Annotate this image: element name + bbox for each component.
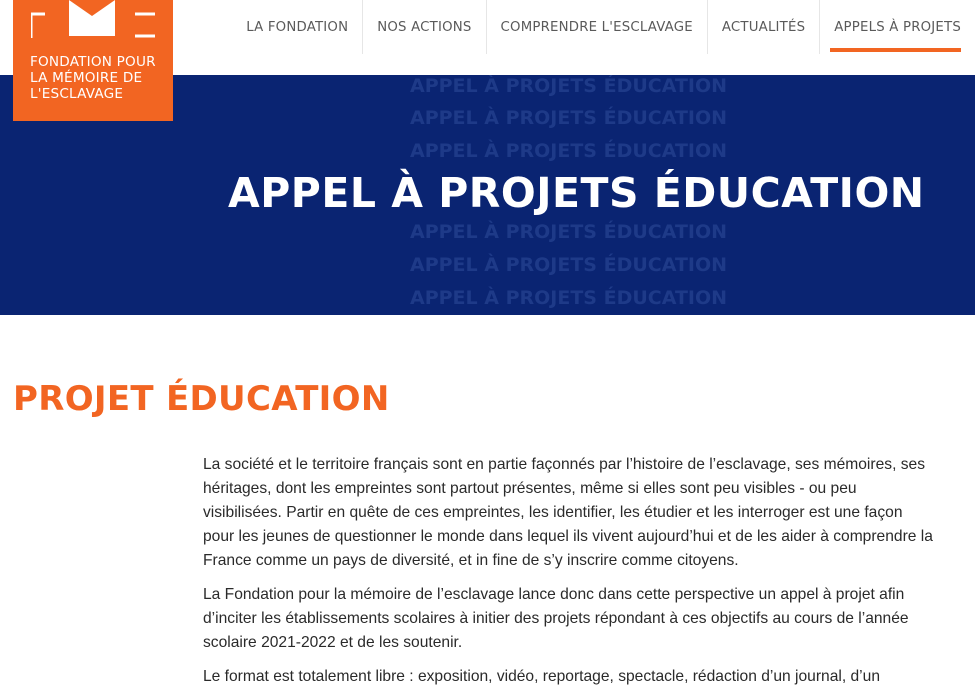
nav-item-la-fondation[interactable]	[232, 0, 362, 54]
nav-item-label: COMPRENDRE L'ESCLAVAGE	[500, 19, 693, 35]
hero-echo-text: APPEL À PROJETS ÉDUCATION	[410, 107, 728, 129]
body-paragraph: Le format est totalement libre : exposition, vidéo, reportage, spectacle, rédaction d’un journal, d’un	[203, 668, 880, 685]
hero-echo-text: APPEL À PROJETS ÉDUCATION	[410, 140, 728, 162]
nav-item-appels-a-projets[interactable]	[819, 0, 975, 54]
hero-echo-text: APPEL À PROJETS ÉDUCATION	[410, 287, 728, 309]
section-title: PROJET ÉDUCATION	[13, 379, 390, 419]
logo-mark-icon	[31, 0, 155, 40]
hero-echo-text: APPEL À PROJETS ÉDUCATION	[410, 75, 728, 97]
main-nav	[232, 0, 975, 54]
site-logo[interactable]	[13, 0, 173, 121]
nav-item-label: LA FONDATION	[246, 19, 349, 35]
body-paragraph: La société et le territoire français sont en partie façonnés par l’histoire de l’esclavage, ses mémoires, ses héritages, dont les empreintes sont partout présentes, même si elles sont peu visibles - ou peu visibilisées. Partir en quête de ces empreintes, les identifier, les étudier et les interroger est une façon pour les jeunes de questionner le monde dans lequel ils vivent aujourd’hui et de les aider à comprendre la France comme un pays de diversité, et in fine de s’y inscrire comme citoyens.	[203, 456, 933, 569]
active-nav-indicator	[830, 48, 961, 52]
logo-line: FONDATION POUR	[30, 54, 156, 70]
logo-text	[30, 54, 170, 102]
hero-echo-text: APPEL À PROJETS ÉDUCATION	[410, 254, 728, 276]
nav-item-nos-actions[interactable]	[362, 0, 485, 54]
nav-item-label: APPELS À PROJETS	[834, 19, 961, 35]
logo-line: L'ESCLAVAGE	[30, 86, 124, 102]
nav-item-actualites[interactable]	[707, 0, 819, 54]
nav-item-comprendre-esclavage[interactable]	[486, 0, 707, 54]
article-body	[203, 453, 938, 699]
page-title: APPEL À PROJETS ÉDUCATION	[228, 169, 925, 217]
logo-line: LA MÉMOIRE DE	[30, 70, 143, 86]
nav-item-label: NOS ACTIONS	[377, 19, 472, 35]
hero-echo-text: APPEL À PROJETS ÉDUCATION	[410, 221, 728, 243]
body-paragraph: La Fondation pour la mémoire de l’esclavage lance donc dans cette perspective un appel à projet afin d’inciter les établissements scolaires à initier des projets répondant à ces objectifs au cours de l’année scolaire 2021-2022 et de les soutenir.	[203, 586, 909, 651]
nav-item-label: ACTUALITÉS	[721, 19, 806, 35]
